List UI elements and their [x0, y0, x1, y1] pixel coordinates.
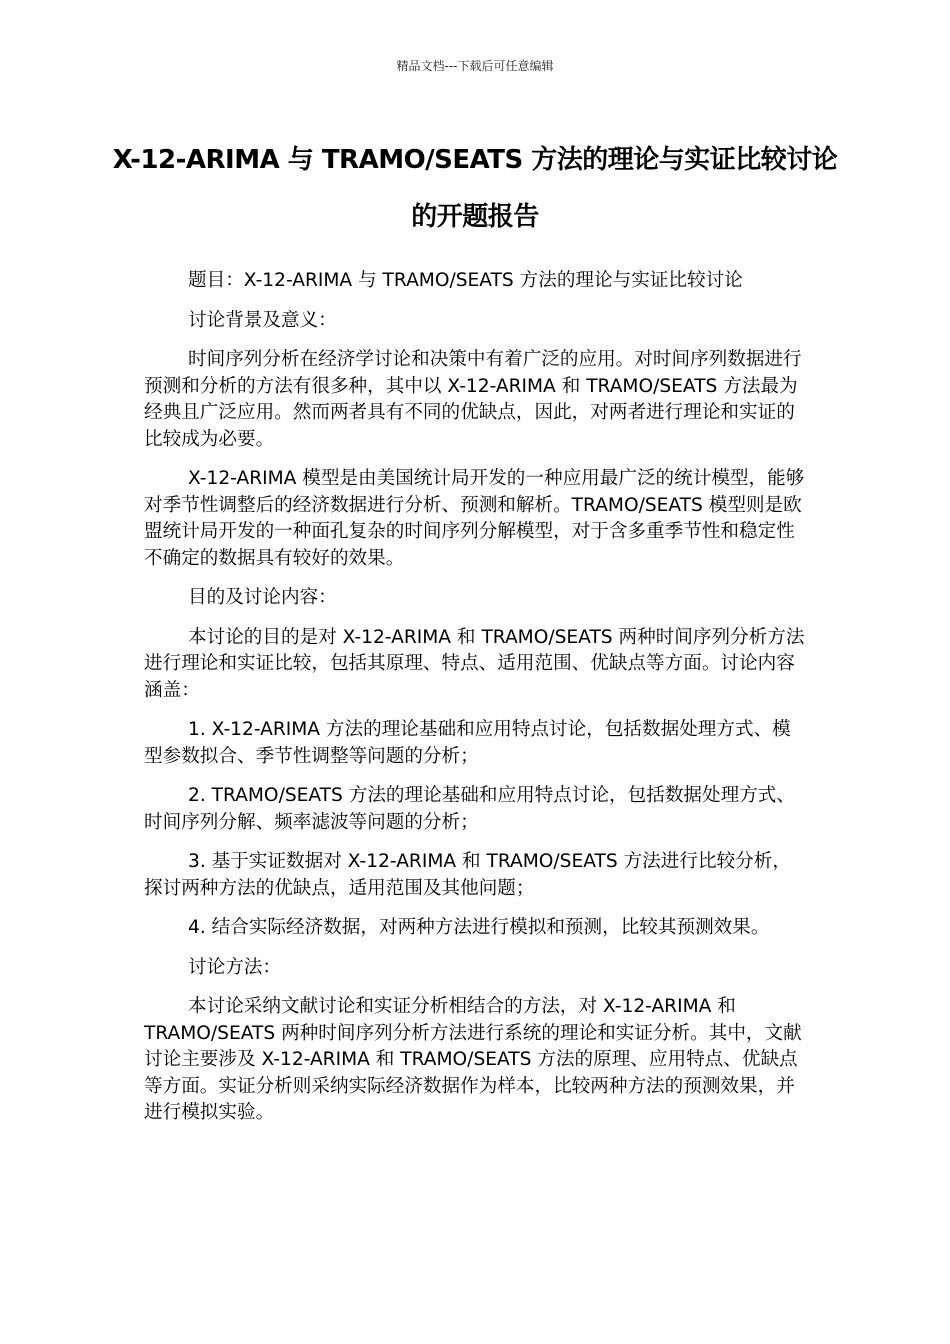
document-body [144, 268, 806, 1140]
header-note: 精品文档---下载后可任意编辑 [396, 59, 554, 73]
list-item-4: 4. 结合实际经济数据，对两种方法进行模拟和预测，比较其预测效果。 [188, 917, 770, 938]
section-heading-method: 讨论方法： [188, 956, 281, 978]
list-item-3: 3. 基于实证数据对 X-12-ARIMA 和 TRAMO/SEATS 方法进行比较分析，探讨两种方法的优缺点，适用范围及其他问题； [144, 851, 791, 899]
paragraph-method: 本讨论采纳文献讨论和实证分析相结合的方法，对 X-12-ARIMA 和 TRAMO/SEATS 两种时间序列分析方法进行系统的理论和实证分析。其中，文献讨论主要涉及 X-12-ARIMA 和 TRAMO/SEATS 方法的原理、应用特点、优缺点等方面。实证分析则采纳实际经济数据作为样本，比较两种方法的预测效果，并进行模拟实验。 [144, 996, 802, 1123]
section-heading-purpose: 目的及讨论内容： [188, 587, 337, 608]
topic-line: 题目：X-12-ARIMA 与 TRAMO/SEATS 方法的理论与实证比较讨论 [188, 270, 743, 291]
list-item-1: 1. X-12-ARIMA 方法的理论基础和应用特点讨论，包括数据处理方式、模型参数拟合、季节性调整等问题的分析； [144, 719, 791, 767]
section-heading-background: 讨论背景及意义： [188, 309, 337, 331]
document-title: X-12-ARIMA 与 TRAMO/SEATS 方法的理论与实证比较讨论的开题报告 [112, 145, 838, 232]
list-item-2: 2. TRAMO/SEATS 方法的理论基础和应用特点讨论，包括数据处理方式、时间序列分解、频率滤波等问题的分析； [144, 785, 795, 833]
paragraph-background: 时间序列分析在经济学讨论和决策中有着广泛的应用。对时间序列数据进行预测和分析的方法有很多种，其中以 X-12-ARIMA 和 TRAMO/SEATS 方法最为经典且广泛应用。然而两者具有不同的优缺点，因此，对两者进行理论和实证的比较成为必要。 [144, 349, 802, 450]
paragraph-models: X-12-ARIMA 模型是由美国统计局开发的一种应用最广泛的统计模型，能够对季节性调整后的经济数据进行分析、预测和解析。TRAMO/SEATS 模型则是欧盟统计局开发的一种面孔复杂的时间序列分解模型，对于含多重季节性和稳定性不确定的数据具有较好的效果。 [144, 468, 805, 569]
paragraph-purpose: 本讨论的目的是对 X-12-ARIMA 和 TRAMO/SEATS 两种时间序列分析方法进行理论和实证比较，包括其原理、特点、适用范围、优缺点等方面。讨论内容涵盖： [144, 626, 805, 701]
